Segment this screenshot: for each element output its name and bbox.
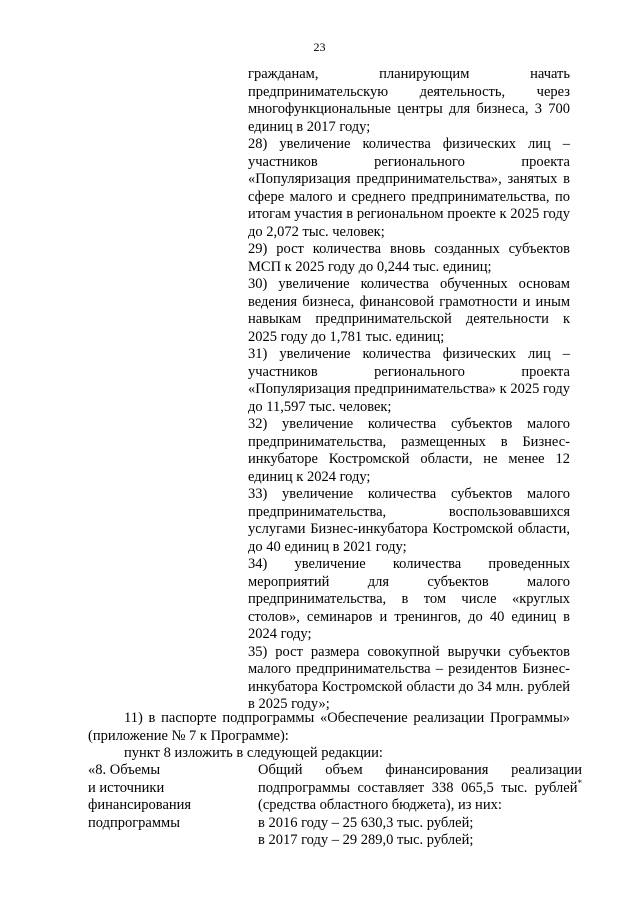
list-item: 32) увеличение количества субъектов малого предпринимательства, размещенных в Бизнес-инкубаторе Костромской области, не менее 12 единиц к 2024 году; [248,416,570,485]
footnote-mark: * [577,777,582,788]
list-item: 33) увеличение количества субъектов малого предпринимательства, воспользовавшихся услугами Бизнес-инкубатора Костромской области, до 40 единиц в 2021 году; [248,486,570,555]
list-item: 35) рост размера совокупной выручки субъектов малого предпринимательства – резидентов Бизнес-инкубатора Костромской области до 34 млн. рублей в 2025 году»; [248,643,570,712]
list-item: гражданам, планирующим начать предпринимательскую деятельность, через многофункциональные центры для бизнеса, 3 700 единиц в 2017 году; [248,66,570,135]
funding-source: (средства областного бюджета), из них: [258,797,502,813]
list-item: 31) увеличение количества физических лиц – участников регионального проекта «Популяризация предпринимательства» к 2025 году до 11,597 тыс. человек; [248,346,570,415]
list-item: 30) увеличение количества обученных основам ведения бизнеса, финансовой грамотности и иным навыкам предпринимательской деятельности к 2025 году до 1,781 тыс. единиц; [248,276,570,345]
page-number: 23 [313,40,326,54]
paragraph-11: 11) в паспорте подпрограммы «Обеспечение реализации Программы» (приложение № 7 к Программе): [88,710,570,744]
funding-total [258,762,582,815]
paragraph-point-8: пункт 8 изложить в следующей редакции: [124,745,383,761]
list-item: 34) увеличение количества проведенных мероприятий для субъектов малого предпринимательства, в том числе «круглых столов», семинаров и тренингов, до 40 единиц в 2024 году; [248,556,570,642]
table-label-line: «8. Объемы [88,762,161,778]
table-label-line: финансирования [88,797,192,813]
results-list [248,66,570,714]
table-label-line: подпрограммы [88,814,180,831]
list-item: 29) рост количества вновь созданных субъектов МСП к 2025 году до 0,244 тыс. единиц; [248,241,570,275]
funding-total-text: Общий объем финансирования реализации подпрограммы составляет 338 065,5 тыс. рублей [258,762,582,796]
funding-year: в 2017 году – 29 289,0 тыс. рублей; [258,832,474,848]
table-value-cell [258,762,582,850]
list-item: 28) увеличение количества физических лиц – участников регионального проекта «Популяризация предпринимательства», занятых в сфере малого и среднего предпринимательства, по итогам участия в региональном проекте к 2025 году до 2,072 тыс. человек; [248,136,570,240]
table-label-line: и источники [88,779,165,796]
funding-year: в 2016 году – 25 630,3 тыс. рублей; [258,814,474,831]
table-label-cell [88,762,238,832]
main-text [88,710,570,763]
